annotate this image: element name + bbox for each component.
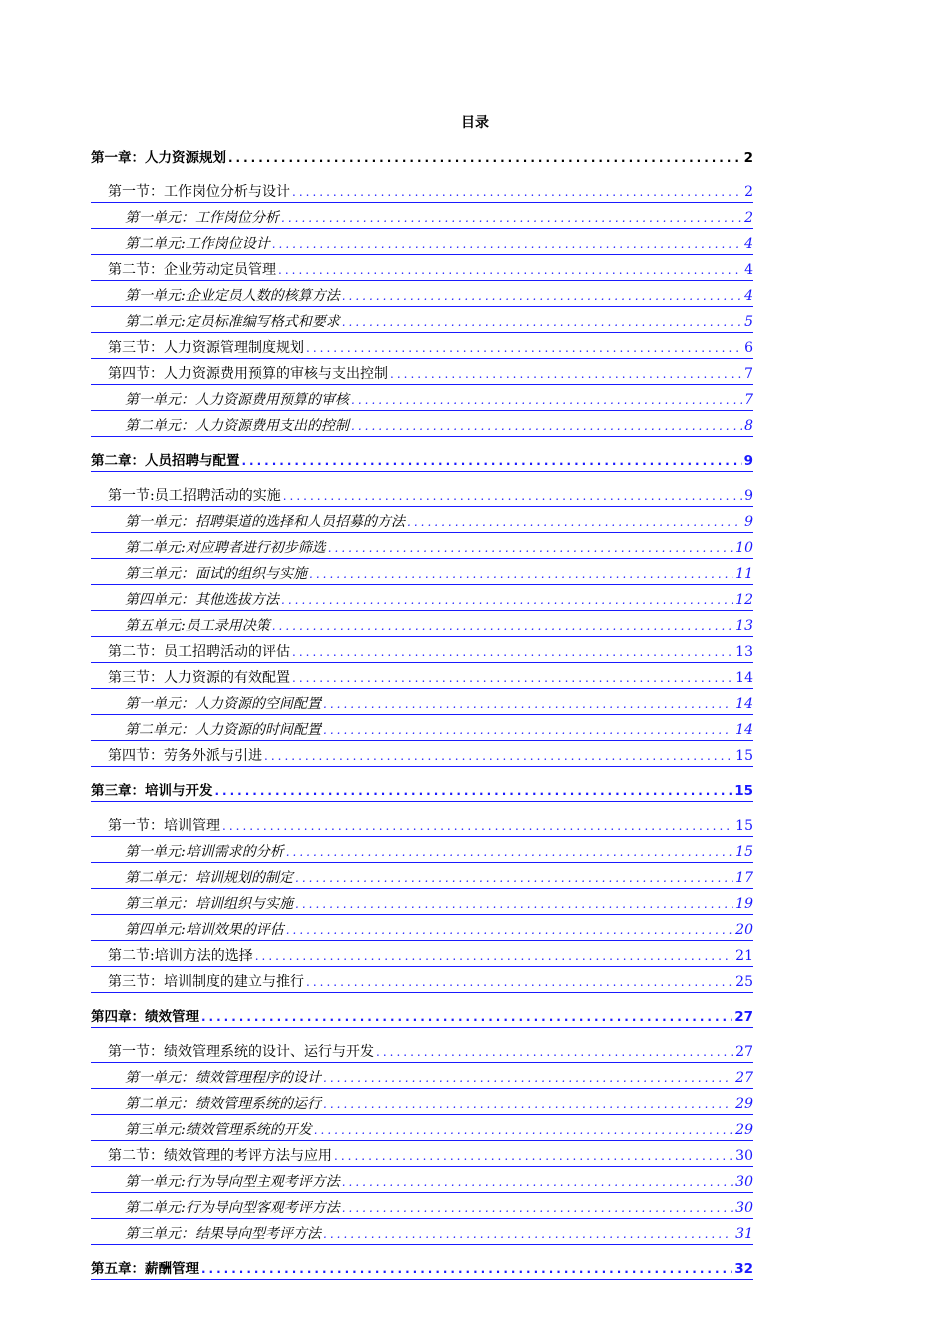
toc-page-number: 14 bbox=[735, 696, 753, 712]
toc-dot-leader bbox=[286, 844, 733, 862]
toc-unit-entry[interactable] bbox=[91, 585, 753, 611]
toc-chapter-entry[interactable] bbox=[91, 446, 753, 472]
toc-entry-label: 第一单元：人力资源费用预算的审核 bbox=[125, 392, 349, 408]
toc-entry-label: 第三节：人力资源管理制度规划 bbox=[108, 340, 304, 356]
toc-dot-leader bbox=[342, 314, 742, 332]
toc-page-number: 13 bbox=[735, 618, 753, 634]
toc-dot-leader bbox=[376, 1044, 733, 1062]
toc-entry-label: 第三单元:绩效管理系统的开发 bbox=[125, 1122, 312, 1138]
toc-page-number: 7 bbox=[744, 392, 753, 408]
toc-unit-entry[interactable] bbox=[91, 715, 753, 741]
toc-unit-entry[interactable] bbox=[91, 559, 753, 585]
toc-page-number: 4 bbox=[744, 236, 753, 252]
toc-page-number: 29 bbox=[735, 1096, 753, 1112]
toc-entry-label: 第四章：绩效管理 bbox=[91, 1009, 199, 1025]
toc-unit-entry[interactable] bbox=[91, 411, 753, 437]
toc-dot-leader bbox=[292, 670, 733, 688]
toc-dot-leader bbox=[306, 340, 742, 358]
toc-dot-leader bbox=[264, 748, 733, 766]
toc-dot-leader bbox=[255, 948, 733, 966]
toc-dot-leader bbox=[323, 1070, 733, 1088]
toc-dot-leader bbox=[407, 514, 742, 532]
toc-dot-leader bbox=[286, 922, 733, 940]
toc-section-entry[interactable] bbox=[91, 741, 753, 767]
toc-page-number: 14 bbox=[735, 670, 753, 686]
toc-dot-leader bbox=[228, 150, 742, 168]
toc-entry-label: 第二节:培训方法的选择 bbox=[108, 948, 253, 964]
toc-entry-label: 第一节：培训管理 bbox=[108, 818, 220, 834]
toc-dot-leader bbox=[292, 644, 733, 662]
toc-unit-entry[interactable] bbox=[91, 1167, 753, 1193]
toc-page-number: 6 bbox=[744, 340, 753, 356]
toc-section-entry[interactable] bbox=[91, 255, 753, 281]
toc-dot-leader bbox=[292, 184, 742, 202]
toc-entry-label: 第二单元:工作岗位设计 bbox=[125, 236, 270, 252]
toc-page-number: 2 bbox=[744, 184, 753, 200]
toc-unit-entry[interactable] bbox=[91, 1063, 753, 1089]
toc-dot-leader bbox=[309, 566, 733, 584]
toc-page-number: 8 bbox=[744, 418, 753, 434]
toc-list bbox=[91, 143, 753, 1280]
toc-entry-label: 第四单元：其他选拔方法 bbox=[125, 592, 279, 608]
toc-entry-label: 第二节：员工招聘活动的评估 bbox=[108, 644, 290, 660]
toc-entry-label: 第二单元：绩效管理系统的运行 bbox=[125, 1096, 321, 1112]
toc-dot-leader bbox=[390, 366, 742, 384]
toc-dot-leader bbox=[222, 818, 733, 836]
toc-entry-label: 第四节：人力资源费用预算的审核与支出控制 bbox=[108, 366, 388, 382]
toc-page-number: 9 bbox=[744, 514, 753, 530]
toc-dot-leader bbox=[328, 540, 733, 558]
toc-unit-entry[interactable] bbox=[91, 837, 753, 863]
toc-dot-leader bbox=[342, 288, 742, 306]
toc-entry-label: 第二单元:定员标准编写格式和要求 bbox=[125, 314, 340, 330]
toc-unit-entry[interactable] bbox=[91, 611, 753, 637]
toc-chapter-entry[interactable] bbox=[91, 1254, 753, 1280]
toc-page-number: 2 bbox=[743, 150, 753, 166]
toc-entry-label: 第五章：薪酬管理 bbox=[91, 1261, 199, 1277]
toc-unit-entry[interactable] bbox=[91, 507, 753, 533]
toc-section-entry[interactable] bbox=[91, 1141, 753, 1167]
toc-entry-label: 第二单元:行为导向型客观考评方法 bbox=[125, 1200, 340, 1216]
toc-dot-leader bbox=[351, 392, 742, 410]
toc-entry-label: 第一单元：绩效管理程序的设计 bbox=[125, 1070, 321, 1086]
toc-page-number: 5 bbox=[744, 314, 753, 330]
toc-entry-label: 第一单元：工作岗位分析 bbox=[125, 210, 279, 226]
toc-section-entry[interactable] bbox=[91, 481, 753, 507]
toc-title: 目录 bbox=[461, 115, 489, 131]
toc-unit-entry[interactable] bbox=[91, 307, 753, 333]
toc-unit-entry[interactable] bbox=[91, 229, 753, 255]
toc-dot-leader bbox=[323, 696, 733, 714]
toc-page-number: 15 bbox=[735, 844, 753, 860]
toc-unit-entry[interactable] bbox=[91, 1219, 753, 1245]
toc-unit-entry[interactable] bbox=[91, 1089, 753, 1115]
toc-entry-label: 第一单元:培训需求的分析 bbox=[125, 844, 284, 860]
toc-entry-label: 第四单元:培训效果的评估 bbox=[125, 922, 284, 938]
toc-unit-entry[interactable] bbox=[91, 889, 753, 915]
toc-dot-leader bbox=[351, 418, 742, 436]
toc-entry-label: 第三单元：培训组织与实施 bbox=[125, 896, 293, 912]
toc-dot-leader bbox=[281, 592, 733, 610]
toc-dot-leader bbox=[278, 262, 742, 280]
toc-page-number: 4 bbox=[744, 262, 753, 278]
toc-entry-label: 第二单元：人力资源的时间配置 bbox=[125, 722, 321, 738]
toc-page-number: 25 bbox=[735, 974, 753, 990]
toc-dot-leader bbox=[215, 783, 733, 801]
toc-dot-leader bbox=[272, 236, 742, 254]
toc-entry-label: 第三节：人力资源的有效配置 bbox=[108, 670, 290, 686]
toc-dot-leader bbox=[295, 896, 733, 914]
toc-section-entry[interactable] bbox=[91, 637, 753, 663]
toc-dot-leader bbox=[283, 488, 742, 506]
toc-dot-leader bbox=[281, 210, 742, 228]
toc-page-number: 7 bbox=[744, 366, 753, 382]
toc-entry-label: 第二节：企业劳动定员管理 bbox=[108, 262, 276, 278]
toc-chapter-entry[interactable] bbox=[91, 1002, 753, 1028]
toc-entry-label: 第一节：工作岗位分析与设计 bbox=[108, 184, 290, 200]
toc-page-number: 17 bbox=[735, 870, 753, 886]
toc-entry-label: 第四节：劳务外派与引进 bbox=[108, 748, 262, 764]
toc-page-number: 15 bbox=[735, 818, 753, 834]
toc-dot-leader bbox=[242, 453, 742, 471]
toc-page-number: 12 bbox=[735, 592, 753, 608]
toc-page-number: 31 bbox=[735, 1226, 753, 1242]
toc-page-number: 13 bbox=[735, 644, 753, 660]
toc-entry-label: 第三单元：结果导向型考评方法 bbox=[125, 1226, 321, 1242]
toc-page-number: 10 bbox=[735, 540, 753, 556]
toc-entry-label: 第一单元：招聘渠道的选择和人员招募的方法 bbox=[125, 514, 405, 530]
toc-unit-entry[interactable] bbox=[91, 689, 753, 715]
toc-section-entry[interactable] bbox=[91, 177, 753, 203]
toc-entry-label: 第二单元：人力资源费用支出的控制 bbox=[125, 418, 349, 434]
toc-page-number: 11 bbox=[735, 566, 753, 582]
toc-entry-label: 第二节：绩效管理的考评方法与应用 bbox=[108, 1148, 332, 1164]
toc-dot-leader bbox=[342, 1174, 733, 1192]
toc-page-number: 20 bbox=[735, 922, 753, 938]
toc-entry-label: 第一单元:行为导向型主观考评方法 bbox=[125, 1174, 340, 1190]
toc-section-entry[interactable] bbox=[91, 1037, 753, 1063]
toc-page-number: 27 bbox=[735, 1070, 753, 1086]
toc-dot-leader bbox=[306, 974, 733, 992]
toc-entry-label: 第二章：人员招聘与配置 bbox=[91, 453, 240, 469]
toc-entry-label: 第二单元:对应聘者进行初步筛选 bbox=[125, 540, 326, 556]
toc-entry-label: 第一单元：人力资源的空间配置 bbox=[125, 696, 321, 712]
toc-page-number: 30 bbox=[735, 1200, 753, 1216]
toc-dot-leader bbox=[334, 1148, 733, 1166]
toc-unit-entry[interactable] bbox=[91, 533, 753, 559]
toc-section-entry[interactable] bbox=[91, 333, 753, 359]
toc-dot-leader bbox=[201, 1261, 732, 1279]
toc-page-number: 30 bbox=[735, 1174, 753, 1190]
toc-section-entry[interactable] bbox=[91, 967, 753, 993]
toc-entry-label: 第一节：绩效管理系统的设计、运行与开发 bbox=[108, 1044, 374, 1060]
toc-entry-label: 第一单元:企业定员人数的核算方法 bbox=[125, 288, 340, 304]
toc-unit-entry[interactable] bbox=[91, 281, 753, 307]
toc-dot-leader bbox=[342, 1200, 733, 1218]
toc-page-number: 19 bbox=[735, 896, 753, 912]
toc-section-entry[interactable] bbox=[91, 359, 753, 385]
toc-dot-leader bbox=[295, 870, 733, 888]
toc-entry-label: 第一章：人力资源规划 bbox=[91, 150, 226, 166]
toc-page-number: 15 bbox=[735, 748, 753, 764]
toc-section-entry[interactable] bbox=[91, 941, 753, 967]
toc-dot-leader bbox=[323, 722, 733, 740]
toc-page-number: 4 bbox=[744, 288, 753, 304]
toc-page-number: 27 bbox=[735, 1044, 753, 1060]
toc-page-number: 9 bbox=[743, 453, 753, 469]
toc-page-number: 2 bbox=[744, 210, 753, 226]
toc-unit-entry[interactable] bbox=[91, 385, 753, 411]
toc-page-number: 15 bbox=[734, 783, 753, 799]
toc-unit-entry[interactable] bbox=[91, 1193, 753, 1219]
toc-page-number: 27 bbox=[734, 1009, 753, 1025]
toc-unit-entry[interactable] bbox=[91, 863, 753, 889]
toc-page-number: 29 bbox=[735, 1122, 753, 1138]
toc-dot-leader bbox=[272, 618, 733, 636]
toc-page-number: 30 bbox=[735, 1148, 753, 1164]
toc-section-entry[interactable] bbox=[91, 811, 753, 837]
toc-entry-label: 第三章：培训与开发 bbox=[91, 783, 213, 799]
toc-dot-leader bbox=[314, 1122, 733, 1140]
toc-page-number: 21 bbox=[735, 948, 753, 964]
toc-entry-label: 第一节:员工招聘活动的实施 bbox=[108, 488, 281, 504]
toc-section-entry[interactable] bbox=[91, 663, 753, 689]
toc-page-number: 9 bbox=[744, 488, 753, 504]
toc-chapter-entry bbox=[91, 143, 753, 168]
toc-page-number: 32 bbox=[734, 1261, 753, 1277]
toc-dot-leader bbox=[201, 1009, 732, 1027]
toc-unit-entry[interactable] bbox=[91, 1115, 753, 1141]
toc-entry-label: 第三单元：面试的组织与实施 bbox=[125, 566, 307, 582]
toc-chapter-entry[interactable] bbox=[91, 776, 753, 802]
toc-entry-label: 第二单元：培训规划的制定 bbox=[125, 870, 293, 886]
toc-page-number: 14 bbox=[735, 722, 753, 738]
toc-dot-leader bbox=[323, 1096, 733, 1114]
toc-dot-leader bbox=[323, 1226, 733, 1244]
toc-entry-label: 第五单元:员工录用决策 bbox=[125, 618, 270, 634]
toc-unit-entry[interactable] bbox=[91, 203, 753, 229]
toc-unit-entry[interactable] bbox=[91, 915, 753, 941]
toc-entry-label: 第三节：培训制度的建立与推行 bbox=[108, 974, 304, 990]
